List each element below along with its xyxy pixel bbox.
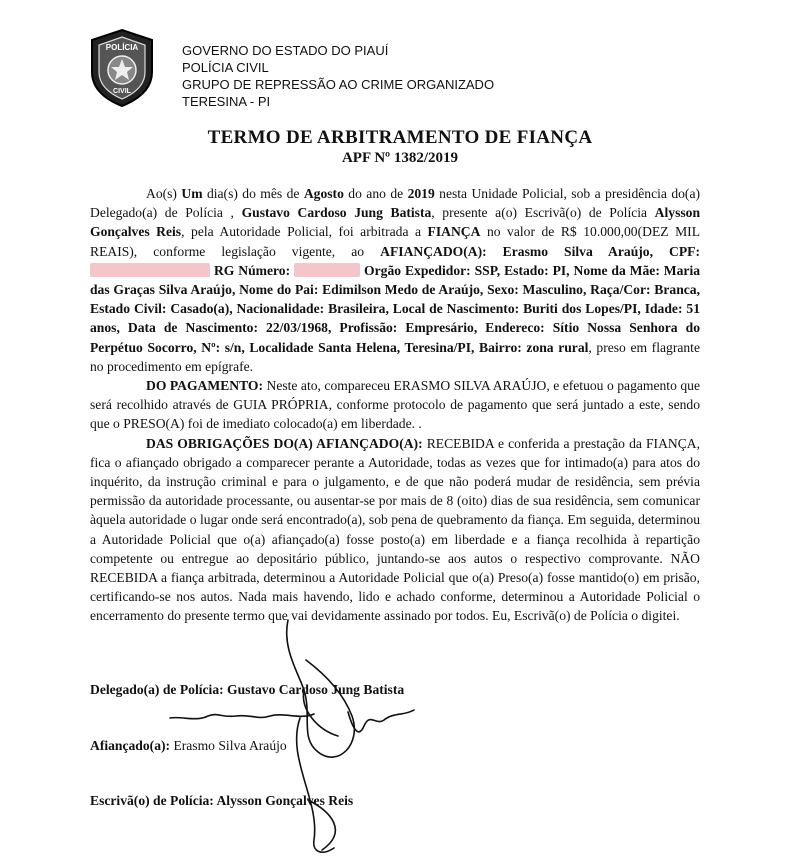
- signature-afiancado: Afiançado(a): Erasmo Silva Araújo: [90, 738, 287, 753]
- signature-delegado: Delegado(a) de Polícia: Gustavo Cardoso Jung Batista: [90, 682, 405, 697]
- police-badge-icon: [86, 28, 158, 108]
- svg-text:POLÍCIA: POLÍCIA: [105, 43, 139, 52]
- paragraph-payment: DO PAGAMENTO: Neste ato, compareceu ERASMO SILVA ARAÚJO, e efetuou o pagamento que será recolhido através de GUIA PRÓPRIA, conforme protocolo de pagamento que será juntado a este, sendo que o PRESO(A) foi de imediato colocado(a) em liberdade. .: [90, 378, 700, 432]
- document-subtitle: APF Nº 1382/2019: [341, 150, 459, 166]
- letterhead: [86, 28, 686, 108]
- agency-line-police: POLÍCIA CIVIL: [182, 60, 269, 75]
- document-body: [90, 184, 700, 626]
- obligations-heading: DAS OBRIGAÇÕES DO(A) AFIANÇADO(A):: [146, 435, 423, 451]
- document-title: TERMO DE ARBITRAMENTO DE FIANÇA: [207, 127, 593, 148]
- redacted-cpf: [90, 263, 210, 277]
- redacted-rg: [294, 263, 360, 277]
- delegado-name: Gustavo Cardoso Jung Batista: [241, 205, 432, 221]
- agency-line-city: TERESINA - PI: [182, 94, 271, 109]
- afiancado-details: Orgão Expedidor: SSP, Estado: PI, Nome da Mãe: Maria das Graças Silva Araújo, Nome do Pai: Edimilson Medo de Araújo, Sexo: Masculino, Raça/Cor: Branca, Estado Civil: Casado(a), Nacionalidade: Brasileira, Local de Nascimento: Buriti dos Lopes/PI, Idade: 51 anos, Data de Nascimento: 22/03/1968, Profissão: Empresário, Endereco: Sítio Nossa Senhora do Perpétuo Socorro, Nº: s/n, Localidade Santa Helena, Teresina/PI, Bairro: zona rural: [90, 262, 701, 355]
- afiancado-label: AFIANÇADO(A): Erasmo Silva Araújo, CPF:: [380, 243, 700, 259]
- payment-heading: DO PAGAMENTO:: [146, 378, 264, 394]
- agency-line-group: GRUPO DE REPRESSÃO AO CRIME ORGANIZADO: [182, 77, 495, 92]
- signature-escrivao: Escrivã(o) de Polícia: Alysson Gonçalves Reis: [90, 793, 354, 808]
- paragraph-obligations: DAS OBRIGAÇÕES DO(A) AFIANÇADO(A): RECEBIDA e conferida a prestação da FIANÇA, fica o afiançado obrigado a comparecer perante a Autoridade, todas as vezes que for intimado(a) para atos do inquérito, da instrução criminal e para o julgamento, e de que não poderá mudar de residência, sem prévia permissão da autoridade processante, ou ausentar-se por mais de 8 (oito) dias de sua residência, sem comunicar àquela autoridade o lugar onde será encontrado(a), sob pena de quebramento da fiança. Em seguida, determinou a Autoridade Policial que o(a) afiançado(a) fosse posto(a) em liberdade e a fiança recolhida à repartição competente ou entregue ao depositário público, juntando-se aos autos o respectivo comprovante. NÃO RECEBIDA a fiança arbitrada, determinou a Autoridade Policial que o(a) Preso(a) fosse mantido(o) em prisão, certificando-se nos autos. Nada mais havendo, lido e achado conforme, determinou a Autoridade Policial o encerramento do presente termo que vai devidamente assinado por todos. Eu, Escrivã(o) de Polícia o digitei.: [90, 435, 700, 624]
- agency-line-government: GOVERNO DO ESTADO DO PIAUÍ: [182, 43, 389, 58]
- svg-text:CIVIL: CIVIL: [113, 88, 131, 95]
- paragraph-opening: Ao(s) Um dia(s) do mês de Agosto do ano de 2019 nesta Unidade Policial, sob a presidência do(a) Delegado(a) de Polícia , Gustavo Cardoso Jung Batista, presente a(o) Escrivã(o) de Polícia Alysson Gonçalves Reis, pela Autoridade Policial, foi arbitrada a FIANÇA no valor de R$ 10.000,00(DEZ MIL REAIS), conforme legislação vigente, ao AFIANÇADO(A): Erasmo Silva Araújo, CPF: RG Número: Orgão Expedidor: SSP, Estado: PI, Nome da Mãe: Maria das Graças Silva Araújo, Nome do Pai: Edimilson Medo de Araújo, Sexo: Masculino, Raça/Cor: Branca, Estado Civil: Casado(a), Nacionalidade: Brasileira, Local de Nascimento: Buriti dos Lopes/PI, Idade: 51 anos, Data de Nascimento: 22/03/1968, Profissão: Empresário, Endereco: Sítio Nossa Senhora do Perpétuo Socorro, Nº: s/n, Localidade Santa Helena, Teresina/PI, Bairro: zona rural, preso em flagrante no procedimento em epígrafe.: [90, 186, 701, 374]
- agency-block: [182, 42, 494, 110]
- escrivao-name: Alysson Gonçalves Reis: [90, 205, 700, 240]
